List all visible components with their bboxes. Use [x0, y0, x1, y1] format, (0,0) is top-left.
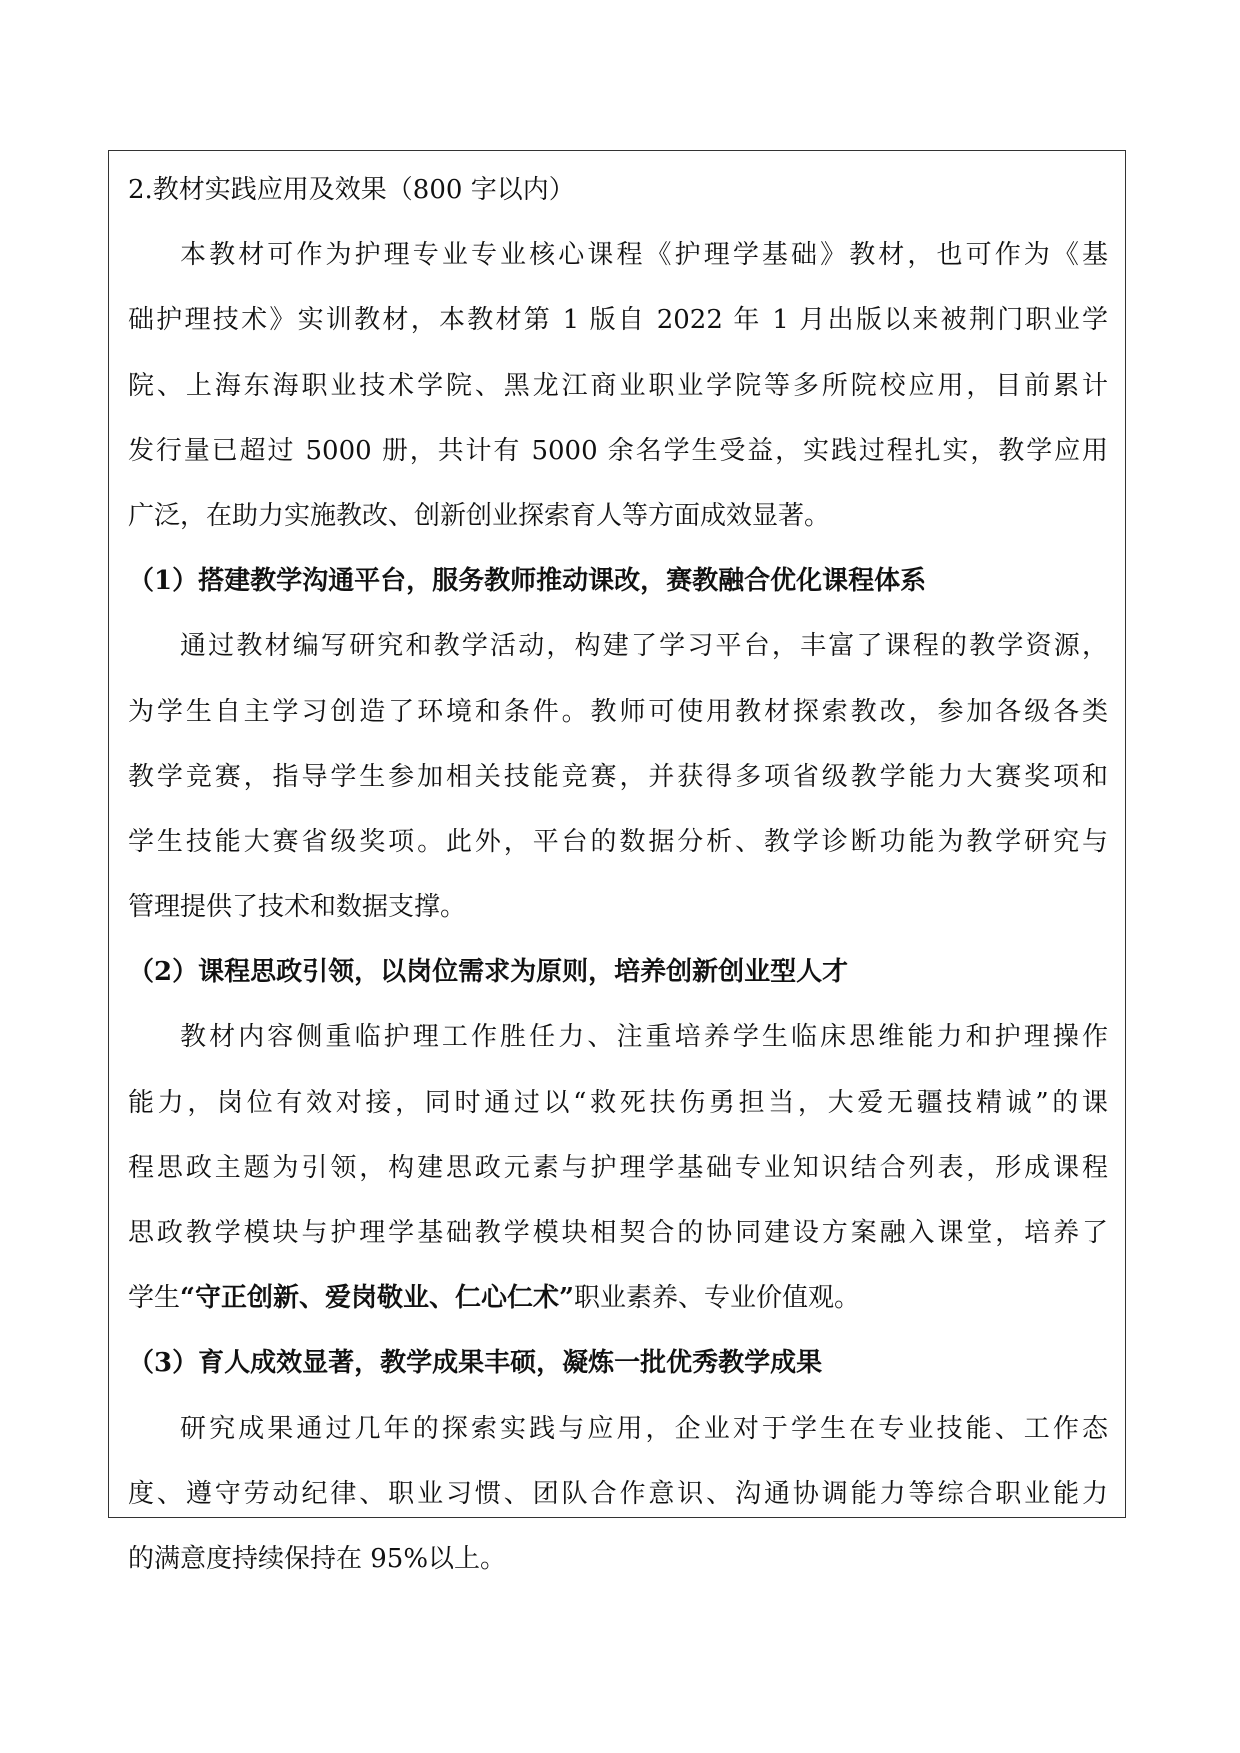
paragraph-line: 教材内容侧重临护理工作胜任力、注重培养学生临床思维能力和护理操作 — [180, 1022, 1108, 1053]
paragraph-line: 的满意度持续保持在 95%以上。 — [128, 1543, 507, 1574]
subsection-paragraph-1 — [128, 614, 1108, 940]
paragraph-line: 发行量已超过 5000 册，共计有 5000 余名学生受益，实践过程扎实，教学应用 — [128, 435, 1108, 466]
paragraph-line: 础护理技术》实训教材，本教材第 1 版自 2022 年 1 月出版以来被荆门职业学 — [128, 305, 1108, 336]
line-suffix: 职业素养、专业价值观。 — [573, 1283, 860, 1314]
subsection-paragraph-3 — [128, 1397, 1108, 1593]
section-heading: 2.教材实践应用及效果（800 字以内） — [128, 175, 575, 205]
subsection-title-1: （1）搭建教学沟通平台，服务教师推动课改，赛教融合优化课程体系 — [128, 566, 927, 597]
paragraph-line: 能力，岗位有效对接，同时通过以“救死扶伤勇担当，大爱无疆技精诚”的课 — [128, 1087, 1108, 1118]
paragraph-line: 教学竞赛，指导学生参加相关技能竞赛，并获得多项省级教学能力大赛奖项和 — [128, 761, 1108, 792]
paragraph-line: 思政教学模块与护理学基础教学模块相契合的协同建设方案融入课堂，培养了 — [128, 1218, 1108, 1248]
bold-phrase: “守正创新、爱岗敬业、仁心仁术” — [180, 1283, 574, 1314]
paragraph-line: 本教材可作为护理专业专业核心课程《护理学基础》教材，也可作为《基 — [180, 240, 1108, 271]
paragraph-line: 通过教材编写研究和教学活动，构建了学习平台，丰富了课程的教学资源， — [180, 631, 1108, 662]
paragraph-line: 管理提供了技术和数据支撑。 — [128, 892, 467, 923]
subsection-title-2: （2）课程思政引领，以岗位需求为原则，培养创新创业型人才 — [128, 957, 849, 988]
subsection-paragraph-2 — [128, 1005, 1108, 1331]
paragraph-line: 为学生自主学习创造了环境和条件。教师可使用教材探索教改，参加各级各类 — [128, 696, 1108, 727]
paragraph-line: 度、遵守劳动纪律、职业习惯、团队合作意识、沟通协调能力等综合职业能力 — [128, 1478, 1108, 1509]
intro-paragraph — [128, 223, 1108, 549]
paragraph-line: 广泛，在助力实施教改、创新创业探索育人等方面成效显著。 — [128, 500, 831, 531]
paragraph-line: 学生技能大赛省级奖项。此外，平台的数据分析、教学诊断功能为教学研究与 — [128, 826, 1108, 857]
paragraph-line: 院、上海东海职业技术学院、黑龙江商业职业学院等多所院校应用，目前累计 — [128, 370, 1108, 401]
paragraph-line — [128, 1266, 1108, 1331]
line-prefix: 学生 — [128, 1283, 181, 1314]
subsection-title-3: （3）育人成效显著，教学成果丰硕，凝炼一批优秀教学成果 — [128, 1348, 823, 1379]
paragraph-line: 程思政主题为引领，构建思政元素与护理学基础专业知识结合列表，形成课程 — [128, 1152, 1108, 1183]
paragraph-line: 研究成果通过几年的探索实践与应用，企业对于学生在专业技能、工作态 — [180, 1413, 1108, 1444]
document-body — [128, 158, 1108, 1592]
